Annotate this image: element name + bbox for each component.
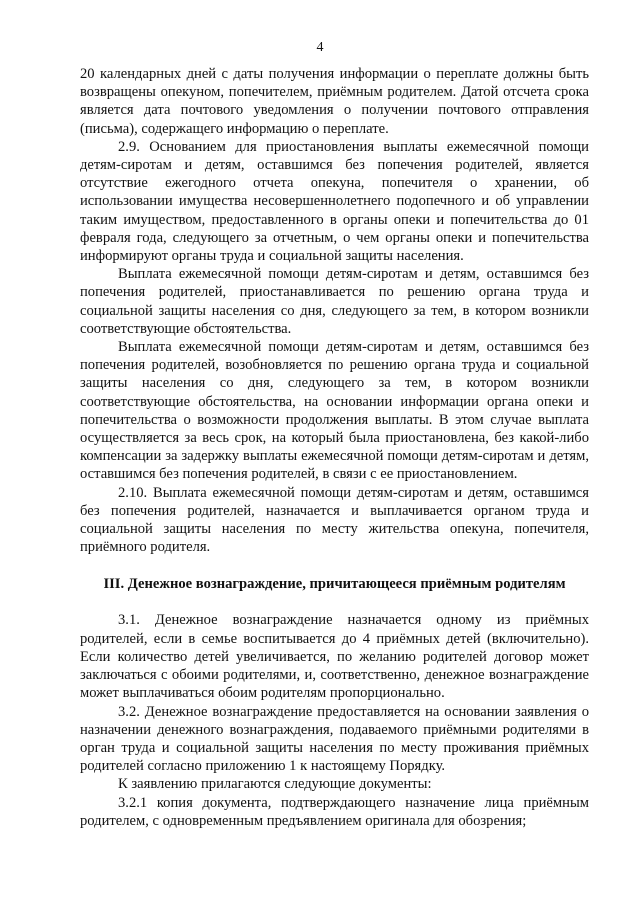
paragraph-2-10: 2.10. Выплата ежемесячной помощи детям-сиротам и детям, оставшимся без попечения родителей, назначается и выплачивается органом труда и социальной защиты населения по месту жительства опекуна, попечителя, приёмного родителя.: [80, 484, 589, 556]
paragraph-3-2: 3.2. Денежное вознаграждение предоставляется на основании заявления о назначении денежного вознаграждения, подаваемого приёмными родителями в орган труда и социальной защиты населения по месту проживания приёмных родителей согласно приложению 1 к настоящему Порядку.: [80, 703, 589, 775]
paragraph-continuation: 20 календарных дней с даты получения информации о переплате должны быть возвращены опекуном, попечителем, приёмным родителем. Датой отсчета срока является дата почтового уведомления о получении почтового отправления (письма), содержащего информацию о переплате.: [80, 66, 589, 137]
paragraph-2-9: 2.9. Основанием для приостановления выплаты ежемесячной помощи детям-сиротам и детям, оставшимся без попечения родителей, является отсутствие ежегодного отчета опекуна, попечителя о хранении, об использовании имущества несовершеннолетнего подопечного и об управлении таким имуществом, предоставленного в органы опеки и попечительства до 01 февраля года, следующего за отчетным, о чем органы опеки и попечительства информируют органы труда и социальной защиты населения.: [80, 138, 589, 265]
section-heading-3: III. Денежное вознаграждение, причитающееся приёмным родителям: [103, 576, 566, 593]
paragraph-attachments: К заявлению прилагаются следующие документы:: [118, 776, 432, 793]
paragraph-suspension: Выплата ежемесячной помощи детям-сиротам и детям, оставшимся без попечения родителей, приостанавливается по решению органа труда и социальной защиты населения со дня, следующего за тем, в котором возникли соответствующие обстоятельства.: [80, 266, 589, 337]
paragraph-3-2-1: 3.2.1 копия документа, подтверждающего назначение лица приёмным родителем, с одновременным предъявлением оригинала для обозрения;: [80, 794, 589, 829]
paragraph-3-1: 3.1. Денежное вознаграждение назначается одному из приёмных родителей, если в семье воспитывается до 4 приёмных детей (включительно). Если количество детей увеличивается, по желанию родителей договор может заключаться с обоими родителями, и, соответственно, денежное вознаграждение может выплачиваться обоим родителям пропорционально.: [80, 612, 589, 702]
document-body: [80, 65, 589, 830]
page-number: 4: [316, 40, 324, 55]
paragraph-resumption: Выплата ежемесячной помощи детям-сиротам и детям, оставшимся без попечения родителей, возобновляется по решению органа труда и социальной защиты населения со дня, следующего за тем, в котором возникли соответствующие обстоятельства, на основании информации органа опеки и попечительства о возможности продолжения выплаты. В этом случае выплата осуществляется за весь срок, на который была приостановлена, без какой-либо компенсации за задержку выплаты ежемесячной помощи детям-сиротам и детям, оставшимся без попечения родителей, в связи с ее приостановлением.: [80, 339, 589, 483]
